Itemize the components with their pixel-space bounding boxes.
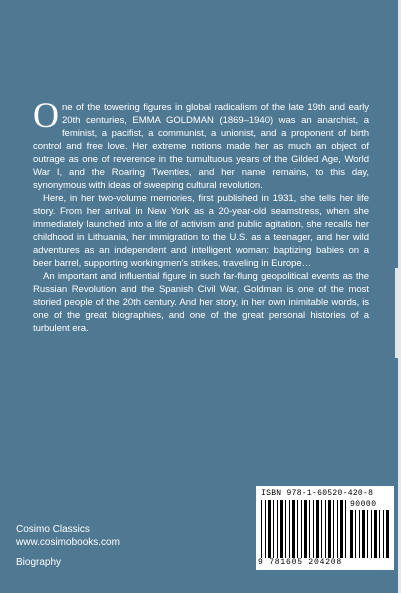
barcode-bar: [374, 510, 377, 558]
barcode-bar: [309, 500, 310, 558]
blurb-text: [33, 95, 369, 335]
barcode-bar: [345, 500, 346, 558]
barcode-bar: [379, 510, 380, 558]
barcode-bar: [297, 500, 298, 558]
blurb-paragraph-3: An important and influential figure in such far-flung geopolitical events as the Russian Revolution and the Spanish Civil War, Goldman is one of the most storied people of the 20th century. And her story, in her own inimitable words, is one of the great biographies, and one of the great personal histories of a turbulent era.: [33, 271, 369, 334]
isbn-label: ISBN 978-1-60520-420-8: [261, 489, 374, 498]
price-addon-bars: [350, 510, 390, 558]
barcode-bar: [383, 510, 384, 558]
publisher-info: [16, 523, 120, 549]
barcode-bar: [350, 510, 353, 558]
barcode-bar: [371, 510, 372, 558]
publisher-website: www.cosimobooks.com: [16, 537, 120, 548]
blurb-paragraph-2: Here, in her two-volume memories, first published in 1931, she tells her life story. From her arrival in New York as a 20-year-old seamstress, when she immediately launched into a life of activism and public agitation, she recalls her childhood in Lithuania, her immigration to the U.S. as a teenager, and her wild adventures as an independent and intelligent woman: baptizing babies on a beer barrel, supporting workingmen's strikes, traveling in Europe…: [33, 193, 369, 269]
barcode-bar: [316, 500, 319, 558]
barcode-bar: [337, 500, 338, 558]
barcode-bar: [273, 500, 274, 558]
ean-barcode-bars: [261, 500, 347, 558]
barcode-bar: [289, 500, 290, 558]
barcode-bar: [333, 500, 334, 558]
drop-cap: O: [33, 95, 59, 135]
barcode-bar: [285, 500, 286, 558]
barcode-bar: [261, 500, 262, 558]
barcode-bar: [362, 510, 365, 558]
barcode-bar: [328, 500, 331, 558]
barcode-bar: [268, 500, 271, 558]
barcode-bar: [292, 500, 295, 558]
barcode-bar: [355, 510, 356, 558]
barcode-bar: [359, 510, 360, 558]
blurb-paragraph-1-text: ne of the towering figures in global radicalism of the late 19th and early 20th centuries, EMMA GOLDMAN (1869–1940) was an anarchist, a feminist, a pacifist, a communist, a unionist, and a proponent of birth control and free love. Her extreme notions made her as much an object of outrage as one of reverence in the tumultuous years of the Gilded Age, World War I, and the Roaring Twenties, and her name remains, to this day, synonymous with ideas of sweeping cultural revolution.: [33, 102, 369, 191]
publisher-name: Cosimo Classics: [16, 524, 90, 535]
barcode-bar: [265, 500, 266, 558]
barcode-bar: [321, 500, 322, 558]
price-code: 90000: [350, 500, 377, 509]
ean-digits: 9 781605 204208: [258, 558, 343, 567]
barcode-bar: [277, 500, 278, 558]
barcode-bar: [367, 510, 368, 558]
barcode-bar: [340, 500, 343, 558]
barcode-bar: [386, 510, 389, 558]
page-edge-mark: [395, 268, 398, 358]
barcode-bar: [325, 500, 326, 558]
category-label: Biography: [16, 557, 62, 568]
blurb-paragraph-1: [33, 95, 369, 192]
barcode-bar: [301, 500, 302, 558]
barcode-bar: [313, 500, 314, 558]
barcode-bar: [304, 500, 307, 558]
isbn-barcode: [256, 486, 394, 570]
barcode-bar: [280, 500, 283, 558]
